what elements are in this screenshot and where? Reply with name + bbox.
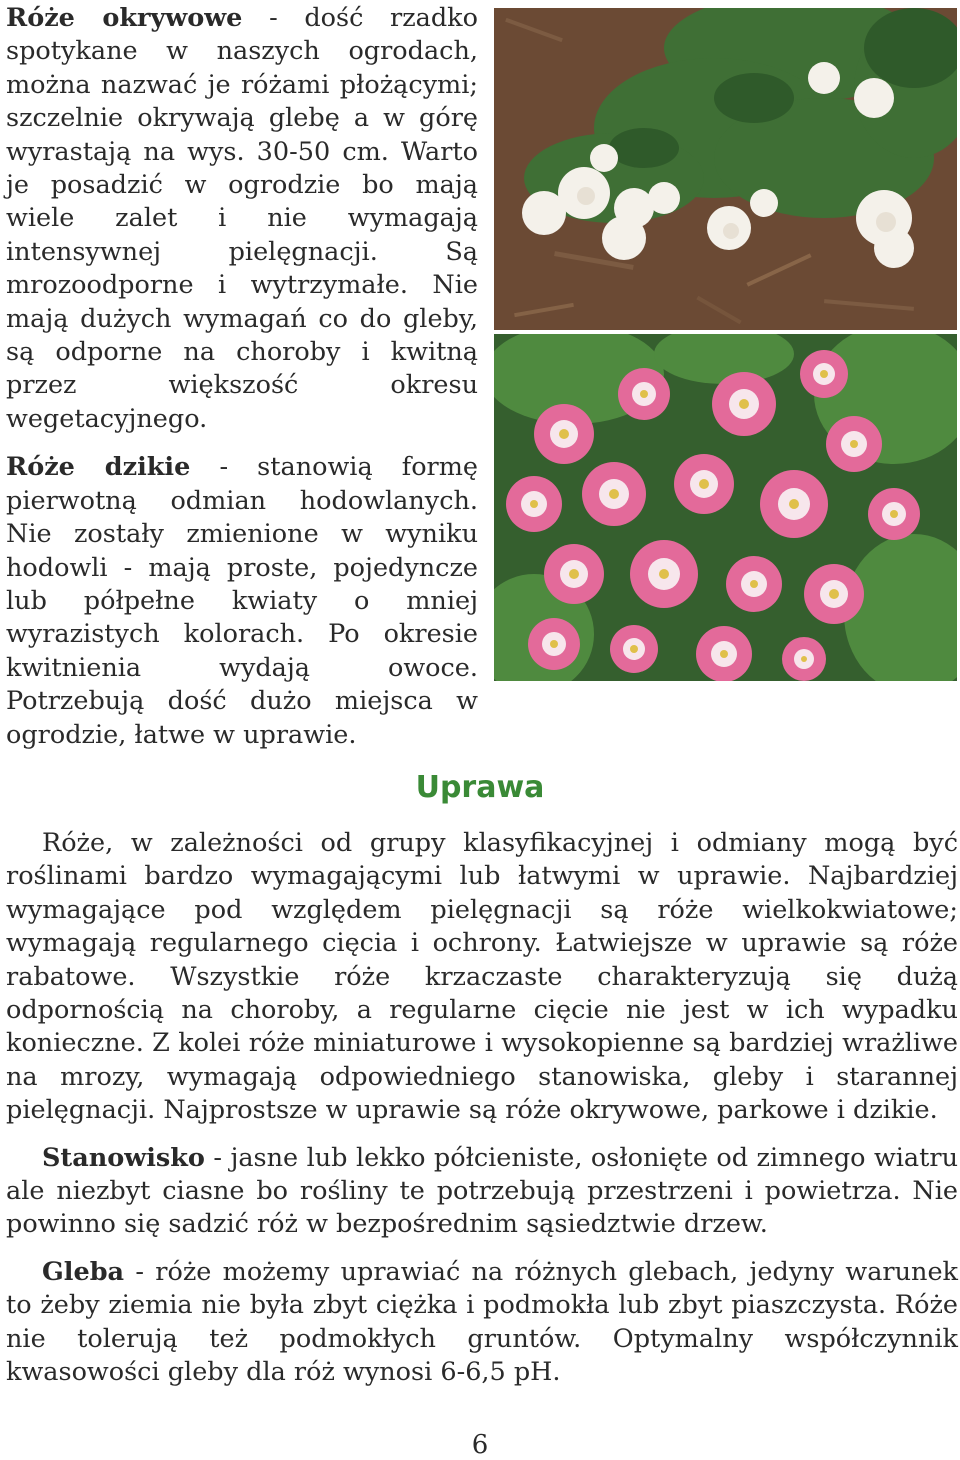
main-text — [6, 827, 958, 1390]
text-groundcover-roses: - dość rzadko spotykane w naszych ogrodach, można nazwać je różami płożącymi; szczelnie okrywają glebę a w górę wyrastają na wys. 30-50 cm. Warto je posadzić w ogrodzie bo mają wiele zalet i nie wymagają intensywnej pielęgnacji. Są mrozoodporne i wytrzymałe. Nie mają dużych wymagań co do gleby, są odporne na choroby i kwitną przez większość okresu wegetacyjnego. — [6, 3, 478, 434]
text-wild-roses: - stanowią formę pierwotną odmian hodowlanych. Nie zostały zmienione w wyniku hodowli - mają proste, pojedyncze lub półpełne kwiaty o mniej wyrazistych kolorach. Po okresie kwitnienia wydają owoce. Potrzebują dość dużo miejsca w ogrodzie, łatwe w uprawie. — [6, 452, 479, 750]
page-number: 6 — [471, 1430, 489, 1460]
paragraph-groundcover-roses — [6, 2, 478, 436]
paragraph-location — [6, 1142, 958, 1242]
text-soil: - róże możemy uprawiać na różnych glebach, jedyny warunek to żeby ziemia nie była zbyt ciężka i podmokła lub zbyt piaszczysta. Róże nie tolerują też podmokłych gruntów. Optymalny współczynnik kwasowości gleby dla róż wynosi 6-6,5 pH. — [6, 1256, 958, 1388]
term-location: Stanowisko — [42, 1142, 205, 1173]
text-location: - jasne lub lekko półcieniste, osłonięte od zimnego wiatru ale niezbyt ciasne bo rośliny te potrzebują przestrzeni i powietrza. Nie powinno się sadzić róż w bezpośrednim sąsiedztwie drzew. — [6, 1142, 958, 1240]
term-groundcover-roses: Róże okrywowe — [6, 3, 243, 33]
paragraph-cultivation-intro: Róże, w zależności od grupy klasyfikacyjnej i odmiany mogą być roślinami bardzo wymagającymi lub łatwymi w uprawie. Najbardziej wymagające pod względem pielęgnacji są róże wielkokwiatowe; wymagają regularnego cięcia i ochrony. Łatwiejsze w uprawie są róże rabatowe. Wszystkie róże krzaczaste charakteryzują się dużą odpornością na choroby, a regularne cięcie nie jest w ich wypadku konieczne. Z kolei róże miniaturowe i wysokopienne są bardziej wrażliwe na mrozy, wymagają odpowiedniego stanowiska, gleby i starannej pielęgnacji. Najprostsze w uprawie są róże okrywowe, parkowe i dzikie. — [6, 828, 958, 1126]
section-heading-uprawa: Uprawa — [415, 770, 545, 805]
white-roses-illustration — [494, 8, 957, 330]
paragraph-wild-roses — [6, 451, 478, 752]
top-text-column — [6, 2, 478, 752]
pink-roses-illustration — [494, 334, 957, 681]
term-wild-roses: Róże dzikie — [6, 452, 191, 483]
paragraph-soil — [6, 1256, 958, 1390]
photo-groundcover-white-roses — [494, 8, 957, 330]
photo-wild-pink-roses — [494, 334, 957, 681]
term-soil: Gleba — [42, 1256, 125, 1287]
